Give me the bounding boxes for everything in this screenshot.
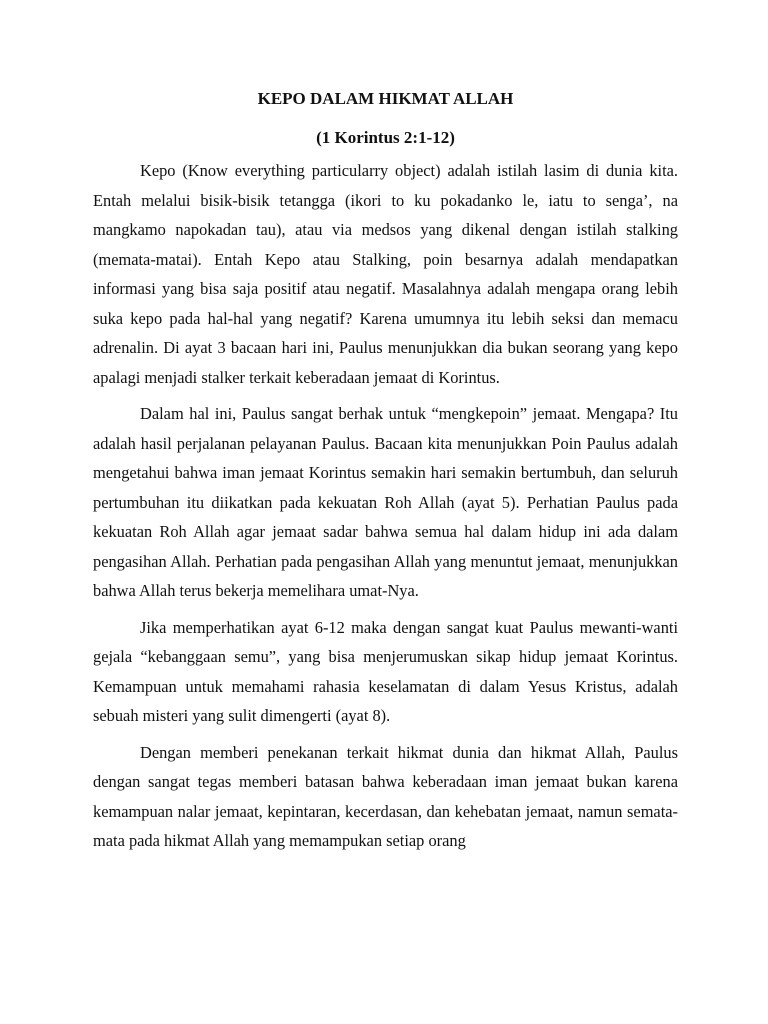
paragraph-3: Jika memperhatikan ayat 6-12 maka dengan sangat kuat Paulus mewanti-wanti gejala “kebanggaan semu”, yang bisa menjerumuskan sikap hidup jemaat Korintus. Kemampuan untuk memahami rahasia keselamatan di dalam Yesus Kristus, adalah sebuah misteri yang sulit dimengerti (ayat 8). — [93, 617, 678, 725]
paragraph-4: Dengan memberi penekanan terkait hikmat dunia dan hikmat Allah, Paulus dengan sangat tegas memberi batasan bahwa keberadaan iman jemaat bukan karena kemampuan nalar jemaat, kepintaran, kecerdasan, dan kehebatan jemaat, namun semata-mata pada hikmat Allah yang memampukan setiap orang — [93, 742, 678, 850]
paragraph-2: Dalam hal ini, Paulus sangat berhak untuk “mengkepoin” jemaat. Mengapa? Itu adalah hasil perjalanan pelayanan Paulus. Bacaan kita menunjukkan Poin Paulus adalah mengetahui bahwa iman jemaat Korintus semakin hari semakin bertumbuh, dan seluruh pertumbuhan itu diikatkan pada kekuatan Roh Allah (ayat 5). Perhatian Paulus pada kekuatan Roh Allah agar jemaat sadar bahwa semua hal dalam hidup ini ada dalam pengasihan Allah. Perhatian pada pengasihan Allah yang menuntut jemaat, menunjukkan bahwa Allah terus bekerja memelihara umat-Nya. — [93, 404, 678, 600]
document-page — [93, 86, 678, 856]
paragraph-1: Kepo (Know everything particularry object) adalah istilah lasim di dunia kita. Entah melalui bisik-bisik tetangga (ikori to ku pokadanko le, iatu to senga’, na mangkamo napokadan tau), atau via medsos yang dikenal dengan istilah stalking (memata-matai). Entah Kepo atau Stalking, poin besarnya adalah mendapatkan informasi yang bisa saja positif atau negatif. Masalahnya adalah mengapa orang lebih suka kepo pada hal-hal yang negatif? Karena umumnya itu lebih seksi dan memacu adrenalin. Di ayat 3 bacaan hari ini, Paulus menunjukkan dia bukan seorang yang kepo apalagi menjadi stalker terkait keberadaan jemaat di Korintus. — [93, 161, 678, 387]
scripture-reference: (1 Korintus 2:1-12) — [316, 128, 455, 147]
document-title: KEPO DALAM HIKMAT ALLAH — [257, 89, 514, 108]
